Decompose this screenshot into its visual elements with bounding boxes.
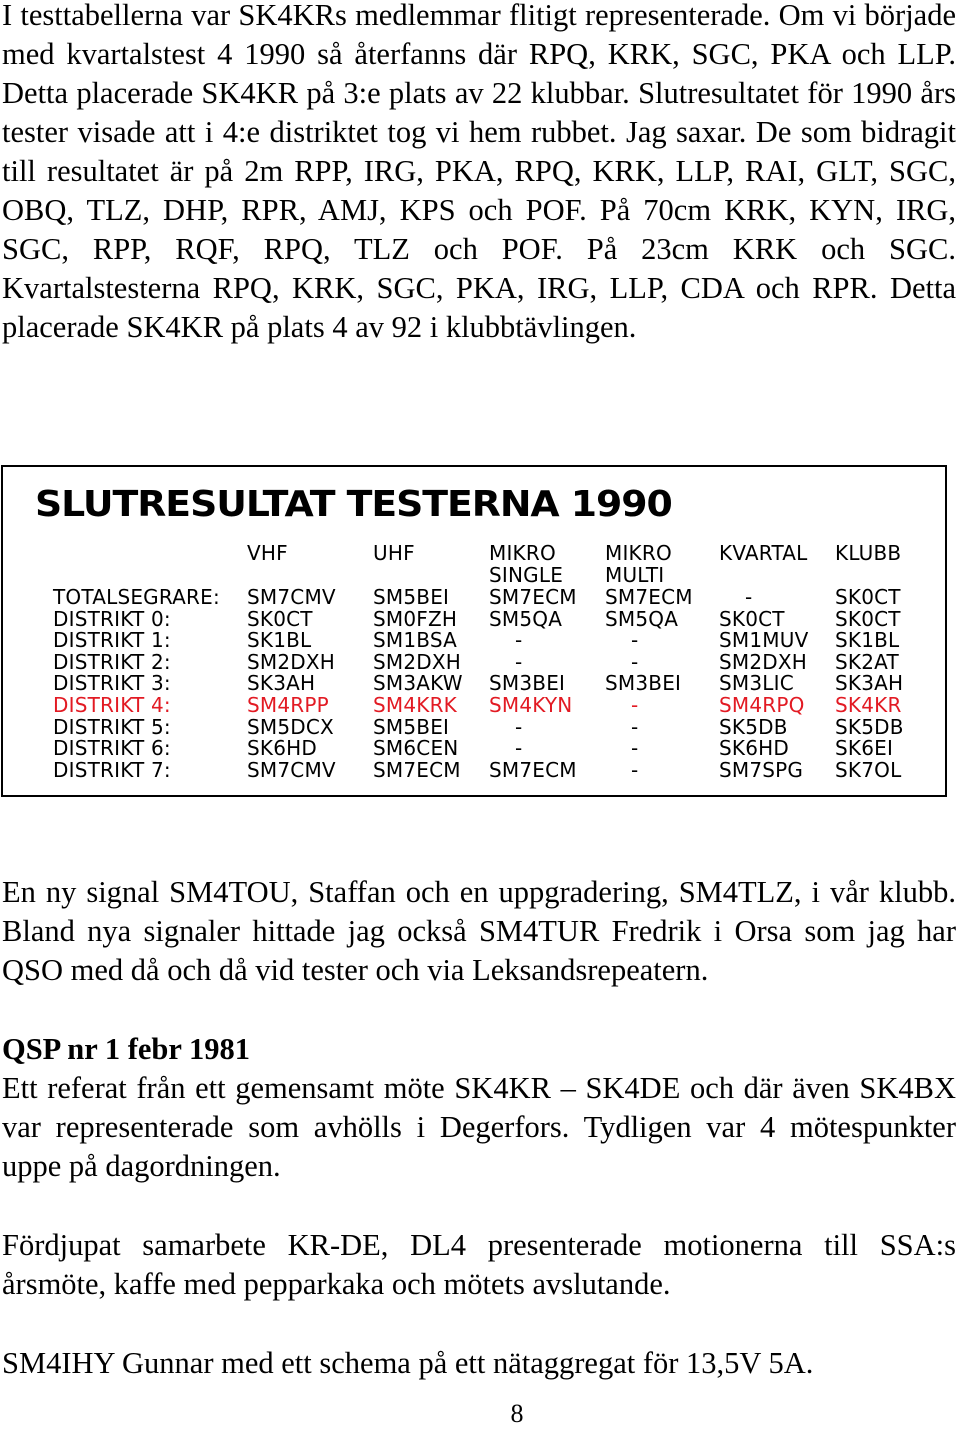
table-cell: SM3AKW [373,671,463,696]
table-cell: SM4RPQ [719,693,805,717]
column-header: MIKRO [605,541,672,565]
table-cell: SM5BEI [373,714,450,739]
intro-paragraph: I testtabellerna var SK4KRs medlemmar flitigt representerade. Om vi började med kvartalstest 4 1990 så återfanns där RPQ, KRK, SGC, PKA och LLP. Detta placerade SK4KR på 3:e plats av 22 klubbar. Slutresultatet för 1990 års tester visade att i 4:e distriktet tog vi hem rubbet. Jag saxar. De som bidragit till resultatet är på 2m RPP, IRG, PKA, RPQ, KRK, LLP, RAI, GLT, SGC, OBQ, TLZ, DHP, RPR, AMJ, KPS och POF. På 70cm KRK, KYN, IRG, SGC, RPP, RQF, RPQ, TLZ och POF. På 23cm KRK och SGC. Kvartalstesterna RPQ, KRK, SGC, PKA, IRG, LLP, CDA och RPR. Detta placerade SK4KR på plats 4 av 92 i klubbtävlingen. [2,0,956,344]
table-cell: - [515,649,523,674]
fordjupat-paragraph: Fördjupat samarbete KR-DE, DL4 presenterade motionerna till SSA:s årsmöte, kaffe med pepparkaka och mötets avslutande. [2,1228,956,1301]
table-cell: SM7ECM [489,757,577,782]
table-cell: SM7ECM [489,585,577,609]
column-header: MIKRO [489,541,556,565]
page-number: 8 [510,1399,524,1428]
table-cell: - [631,714,639,739]
results-table-image [1,465,947,797]
table-cell: SK1BL [247,628,312,653]
new-signal-paragraph: En ny signal SM4TOU, Staffan och en uppgradering, SM4TLZ, i vår klubb. Bland nya signaler hittade jag också SM4TUR Fredrik i Orsa som jag har QSO med då och då vid tester och via Leksandsrepeatern. [2,875,956,987]
table-cell: SK0CT [719,606,785,631]
column-header-sub: SINGLE [489,562,564,587]
table-cell: SK6HD [247,736,317,761]
results-title: SLUTRESULTAT TESTERNA 1990 [35,484,672,525]
column-header-sub: MULTI [605,562,665,587]
table-cell: SM4RPP [247,693,329,717]
table-cell: SM4KYN [489,693,573,717]
table-cell: SM3LIC [719,671,794,696]
table-cell: SM3BEI [605,671,682,696]
table-cell: - [631,736,639,761]
table-cell: SK5DB [719,714,788,739]
table-cell: SK4KR [835,693,902,717]
table-cell: SM5DCX [247,714,334,739]
table-cell: SM4KRK [373,693,458,717]
row-label: DISTRIKT 4: [53,693,171,717]
table-cell: SM1MUV [719,628,809,653]
table-cell: SM3BEI [489,671,566,696]
table-cell: SM7CMV [247,757,336,782]
table-cell: SM6CEN [373,736,459,761]
row-label: DISTRIKT 1: [53,628,171,653]
results-grid [3,467,943,793]
row-label: DISTRIKT 7: [53,757,171,782]
row-label: DISTRIKT 3: [53,671,171,696]
table-cell: - [515,628,523,653]
row-label: DISTRIKT 0: [53,606,171,631]
table-cell: SM2DXH [373,649,462,674]
column-header: KLUBB [835,541,902,565]
table-cell: SM7SPG [719,757,804,782]
table-cell: SM5QA [605,606,679,631]
table-cell: SK6EI [835,736,894,761]
table-cell: SK7OL [835,757,902,782]
table-cell: SM7ECM [605,585,693,609]
table-cell: SM2DXH [719,649,808,674]
table-cell: SK2AT [835,649,899,674]
row-label: TOTALSEGRARE: [53,585,220,609]
table-cell: SM7ECM [373,757,461,782]
qsp-section [2,1030,956,1186]
table-cell: SK1BL [835,628,900,653]
column-header: UHF [373,541,415,565]
column-header: KVARTAL [719,541,808,565]
row-label: DISTRIKT 6: [53,736,171,761]
row-label: DISTRIKT 2: [53,649,171,674]
table-cell: SK0CT [835,606,901,631]
table-cell: SK5DB [835,714,904,739]
table-cell: - [631,628,639,653]
table-cell: - [515,714,523,739]
table-cell: SM5BEI [373,585,450,609]
table-cell: - [515,736,523,761]
qsp-paragraph: Ett referat från ett gemensamt möte SK4KR – SK4DE och där även SK4BX var representerade som avhölls i Degerfors. Tydligen var 4 mötespunkter uppe på dagordningen. [2,1071,956,1183]
qsp-heading: QSP nr 1 febr 1981 [2,1032,250,1066]
table-cell: SK3AH [247,671,316,696]
table-cell: - [745,585,753,609]
table-cell: SM0FZH [373,606,458,631]
table-cell: SK0CT [835,585,901,609]
table-cell: SK6HD [719,736,789,761]
table-cell: SK0CT [247,606,313,631]
table-cell: SM1BSA [373,628,457,653]
table-cell: - [631,649,639,674]
column-header: VHF [247,541,288,565]
table-cell: SK3AH [835,671,904,696]
table-cell: SM5QA [489,606,563,631]
table-cell: SM7CMV [247,585,336,609]
row-label: DISTRIKT 5: [53,714,171,739]
table-cell: - [631,757,639,782]
table-cell: - [631,693,639,717]
table-cell: SM2DXH [247,649,336,674]
gunnar-paragraph: SM4IHY Gunnar med ett schema på ett nätaggregat för 13,5V 5A. [2,1346,814,1380]
